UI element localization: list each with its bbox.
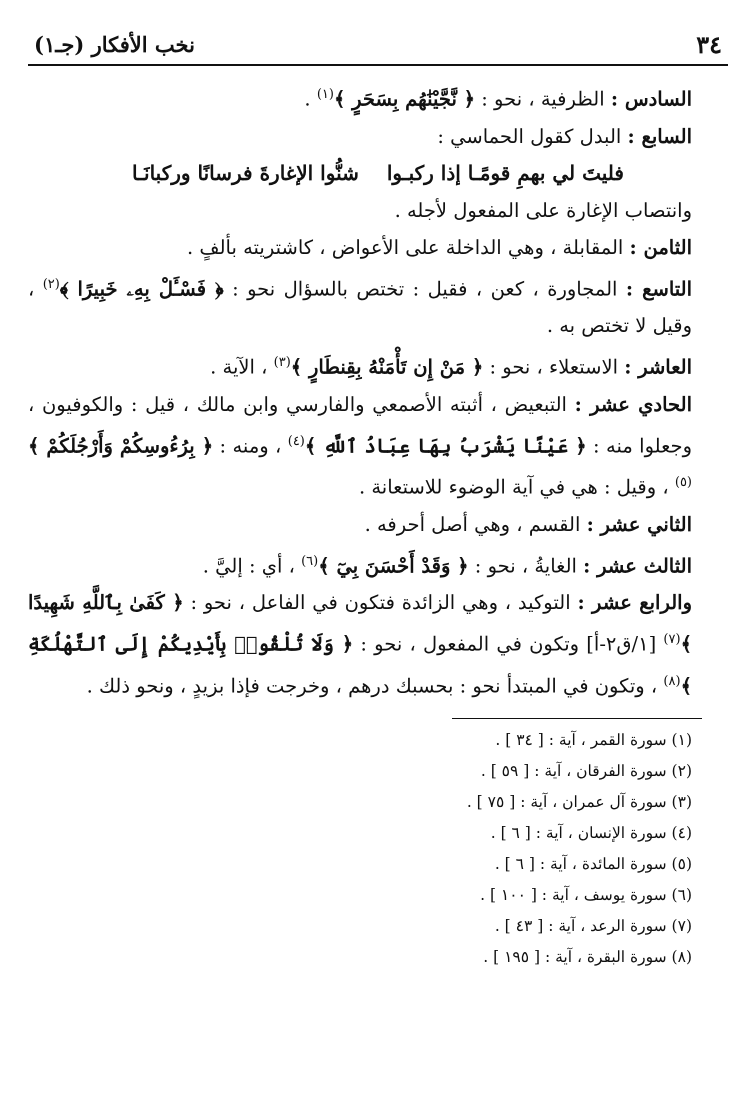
footnote-ref: (١) bbox=[316, 87, 334, 102]
paragraph-text: المقابلة ، وهي الداخلة على الأعواض ، كاشتريته بألفٍ . bbox=[187, 235, 630, 259]
paragraph-text: . bbox=[304, 87, 317, 111]
footnote-7: (٧) سورة الرعد ، آية : [ ٤٣ ] . bbox=[494, 917, 692, 935]
paragraph-thirteenth bbox=[28, 543, 728, 585]
footnote-ref: (٤) bbox=[287, 433, 305, 449]
section-term: والرابع عشر : bbox=[577, 591, 693, 614]
poetry-verse bbox=[28, 155, 728, 192]
section-term: الثاني عشر : bbox=[586, 512, 692, 536]
book-page bbox=[28, 28, 728, 1078]
footnote-divider bbox=[452, 718, 702, 719]
paragraph-seventh bbox=[28, 118, 728, 155]
quran-quote: ﴿ نَّجَّيْنَٰهُم بِسَحَرٍ ﴾ bbox=[333, 87, 476, 111]
paragraph-verse-note bbox=[28, 192, 728, 229]
section-term: العاشر : bbox=[624, 355, 692, 379]
footnote-ref: (٥) bbox=[674, 475, 692, 490]
paragraph-tenth bbox=[28, 344, 728, 386]
quran-quote: ﴿ عَيْنًا يَشْرَبُ بِهَا عِبَادُ ٱللَّهِ ﴾ bbox=[304, 434, 587, 457]
quran-quote: ﴿ بِرُءُوسِكُمْ وَأَرْجُلَكُمْ ﴾ bbox=[28, 434, 214, 457]
footnote-8: (٨) سورة البقرة ، آية : [ ١٩٥ ] . bbox=[483, 948, 692, 966]
footnote-4: (٤) سورة الإنسان ، آية : [ ٦ ] . bbox=[490, 824, 692, 842]
verse-hemistich-1: فليتَ لي بهمِ قومًـا إذا ركبـوا bbox=[386, 160, 624, 185]
paragraph-twelfth bbox=[28, 506, 728, 543]
paragraph-ninth bbox=[28, 266, 728, 345]
quran-quote: ﴿ فَسْـَٔلْ بِهِۦ خَبِيرًا ﴾ bbox=[59, 277, 224, 300]
paragraph-text: التوكيد ، وهي الزائدة فتكون في الفاعل ، نحو : bbox=[183, 591, 578, 614]
footnote-2: (٢) سورة الفرقان ، آية : [ ٥٩ ] . bbox=[480, 762, 692, 780]
section-term: الحادي عشر : bbox=[574, 392, 692, 416]
paragraph-text: البدل كقول الحماسي : bbox=[437, 124, 628, 148]
footnote-ref: (٣) bbox=[273, 355, 291, 370]
footnote-ref: (٧) bbox=[663, 632, 681, 647]
paragraph-text: التبعيض ، أثبته الأصمعي والفارسي وابن مالك ، قيل : والكوفيون ، وجعلوا منه : bbox=[28, 392, 692, 457]
section-term: الثامن : bbox=[629, 235, 692, 259]
paragraph-text: الاستعلاء ، نحو : bbox=[483, 355, 625, 379]
footnote-ref: (٢) bbox=[42, 276, 60, 292]
paragraph-fourteenth bbox=[28, 584, 728, 704]
footnote-6: (٦) سورة يوسف ، آية : [ ١٠٠ ] . bbox=[480, 886, 692, 904]
main-text bbox=[28, 76, 728, 704]
section-term: السادس : bbox=[610, 87, 692, 111]
page-number: ٣٤ bbox=[696, 30, 722, 59]
quran-quote: ﴿ مَنْ إِن تَأْمَنْهُ بِقِنطَارٍ ﴾ bbox=[290, 355, 484, 379]
paragraph-eighth bbox=[28, 229, 728, 266]
footnote-ref: (٨) bbox=[663, 673, 681, 689]
paragraph-text: ، الآية . bbox=[210, 355, 274, 379]
paragraph-eleventh bbox=[28, 386, 728, 506]
page-header bbox=[28, 28, 728, 66]
footnote-5: (٥) سورة المائدة ، آية : [ ٦ ] . bbox=[494, 855, 692, 873]
footnote-3: (٣) سورة آل عمران ، آية : [ ٧٥ ] . bbox=[466, 793, 692, 811]
paragraph-text: ، وقيل لا تختص به . bbox=[28, 277, 692, 337]
quran-quote: ﴿ وَقَدْ أَحْسَنَ بِيٓ ﴾ bbox=[318, 554, 469, 577]
paragraph-text: ، أي : إليَّ . bbox=[202, 554, 302, 577]
section-term: التاسع : bbox=[625, 277, 693, 300]
paragraph-text: وانتصاب الإغارة على المفعول لأجله . bbox=[394, 198, 692, 222]
paragraph-text: [١/ق٢-أ] وتكون في المفعول ، نحو : bbox=[353, 632, 664, 656]
section-term: الثالث عشر : bbox=[583, 554, 692, 577]
running-title: نخب الأفكار (جـ١) bbox=[34, 32, 195, 57]
paragraph-text: المجاورة ، كعن ، فقيل : تختص بالسؤال نحو : bbox=[223, 277, 626, 300]
footnote-1: (١) سورة القمر ، آية : [ ٣٤ ] . bbox=[495, 731, 692, 749]
section-term: السابع : bbox=[627, 124, 692, 148]
paragraph-sixth bbox=[28, 76, 728, 118]
verse-hemistich-2: شنُّوا الإغارةَ فرسانًا وركبانَـا bbox=[132, 160, 359, 185]
paragraph-text: ، وتكون في المبتدأ نحو : بحسبك درهم ، وخرجت فإذا بزيدٍ ، ونحو ذلك . bbox=[86, 674, 664, 697]
paragraph-text: الغايةُ ، نحو : bbox=[468, 554, 584, 577]
quran-quote: ﴿ وَلَا تُلْقُوا۟ بِأَيْدِيكُمْ إِلَى ٱلتَّهْلُكَةِ ﴾ bbox=[28, 632, 692, 697]
paragraph-text: القسم ، وهي أصل أحرفه . bbox=[364, 512, 587, 536]
paragraph-text: ، وقيل : هي في آية الوضوء للاستعانة . bbox=[358, 475, 675, 499]
paragraph-text: ، ومنه : bbox=[213, 434, 288, 457]
footnotes bbox=[28, 725, 728, 973]
paragraph-text: الظرفية ، نحو : bbox=[475, 87, 611, 111]
footnote-ref: (٦) bbox=[301, 553, 319, 569]
quran-quote: ﴿ كَفَىٰ بِٱللَّهِ شَهِيدًا ﴾ bbox=[28, 591, 692, 656]
